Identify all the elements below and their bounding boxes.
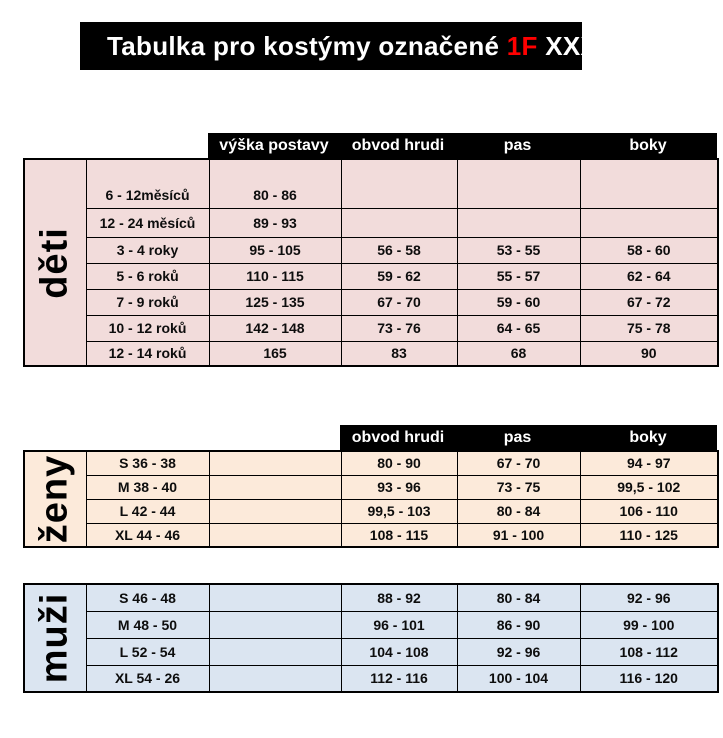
- table-row: [24, 289, 718, 315]
- cell-height: 95 - 105: [209, 237, 341, 263]
- group-label-men-cell: [24, 584, 86, 692]
- cell-hips: 62 - 64: [580, 263, 718, 289]
- cell-hips: 110 - 125: [580, 523, 718, 547]
- cell-size: XL 44 - 46: [86, 523, 209, 547]
- cell-height: [209, 475, 341, 499]
- cell-waist: 68: [457, 341, 580, 366]
- cell-height: [209, 584, 341, 611]
- table-row: [24, 665, 718, 692]
- vertical-group-label: ženy: [33, 454, 76, 544]
- table-row: [24, 523, 718, 547]
- cell-chest: 108 - 115: [341, 523, 457, 547]
- cell-waist: 53 - 55: [457, 237, 580, 263]
- cell-hips: [580, 159, 718, 208]
- children-size-table: [23, 158, 719, 367]
- cell-chest: 83: [341, 341, 457, 366]
- title-text: Tabulka pro kostýmy označené: [107, 30, 507, 61]
- cell-chest: [341, 159, 457, 208]
- cell-height: 110 - 115: [209, 263, 341, 289]
- table-row: [24, 475, 718, 499]
- cell-waist: 64 - 65: [457, 315, 580, 341]
- cell-waist: 86 - 90: [457, 611, 580, 638]
- table-row: [24, 263, 718, 289]
- cell-chest: 80 - 90: [341, 451, 457, 475]
- cell-age: 12 - 14 roků: [86, 341, 209, 366]
- vertical-group-label: muži: [33, 592, 76, 684]
- cell-size: L 42 - 44: [86, 499, 209, 523]
- column-header-waist: pas: [503, 136, 532, 154]
- cell-height: 89 - 93: [209, 208, 341, 237]
- cell-hips: 90: [580, 341, 718, 366]
- cell-hips: 75 - 78: [580, 315, 718, 341]
- column-header-hips: boky: [629, 428, 667, 446]
- cell-height: [209, 611, 341, 638]
- cell-waist: 55 - 57: [457, 263, 580, 289]
- column-header-hips: boky: [629, 136, 667, 154]
- cell-height: 165: [209, 341, 341, 366]
- cell-size: M 38 - 40: [86, 475, 209, 499]
- cell-hips: 99 - 100: [580, 611, 718, 638]
- cell-waist: 73 - 75: [457, 475, 580, 499]
- cell-age: 3 - 4 roky: [86, 237, 209, 263]
- table-row: [24, 315, 718, 341]
- column-header-height: výška postavy: [219, 136, 329, 154]
- cell-age: 5 - 6 roků: [86, 263, 209, 289]
- cell-hips: 99,5 - 102: [580, 475, 718, 499]
- cell-height: 142 - 148: [209, 315, 341, 341]
- cell-waist: 80 - 84: [457, 499, 580, 523]
- cell-height: [209, 499, 341, 523]
- column-header-chest: obvod hrudi: [351, 428, 445, 446]
- cell-waist: 67 - 70: [457, 451, 580, 475]
- cell-chest: [341, 208, 457, 237]
- cell-height: [209, 665, 341, 692]
- column-header-chest: obvod hrudi: [351, 136, 445, 154]
- cell-hips: 106 - 110: [580, 499, 718, 523]
- table-row: [24, 208, 718, 237]
- cell-height: [209, 451, 341, 475]
- title-bar: [80, 22, 634, 70]
- children-column-header: [208, 133, 717, 158]
- cell-size: S 36 - 38: [86, 451, 209, 475]
- cell-chest: 96 - 101: [341, 611, 457, 638]
- cell-height: [209, 523, 341, 547]
- column-header-waist: pas: [503, 428, 532, 446]
- size-code-highlight: 1F: [506, 30, 538, 61]
- cell-hips: 92 - 96: [580, 584, 718, 611]
- cell-height: 80 - 86: [209, 159, 341, 208]
- table-row: [24, 584, 718, 611]
- cell-waist: 80 - 84: [457, 584, 580, 611]
- cell-hips: 94 - 97: [580, 451, 718, 475]
- table-row: [24, 159, 718, 208]
- table-row: [24, 499, 718, 523]
- title-text-suffix: XXXXX: [537, 30, 634, 61]
- group-label-children-cell: [24, 159, 86, 366]
- cell-waist: 92 - 96: [457, 638, 580, 665]
- cell-height: [209, 638, 341, 665]
- table-row: [24, 237, 718, 263]
- cell-hips: 108 - 112: [580, 638, 718, 665]
- cell-age: 12 - 24 měsíců: [86, 208, 209, 237]
- cell-chest: 56 - 58: [341, 237, 457, 263]
- men-size-table: [23, 583, 719, 693]
- table-row: [24, 341, 718, 366]
- cell-waist: 100 - 104: [457, 665, 580, 692]
- cell-age: 6 - 12měsíců: [86, 159, 209, 208]
- cell-age: 7 - 9 roků: [86, 289, 209, 315]
- cell-chest: 88 - 92: [341, 584, 457, 611]
- women-size-table: [23, 450, 719, 548]
- cell-hips: 58 - 60: [580, 237, 718, 263]
- cell-chest: 104 - 108: [341, 638, 457, 665]
- cell-chest: 93 - 96: [341, 475, 457, 499]
- cell-waist: 59 - 60: [457, 289, 580, 315]
- vertical-group-label: děti: [33, 226, 76, 299]
- cell-waist: 91 - 100: [457, 523, 580, 547]
- cell-age: 10 - 12 roků: [86, 315, 209, 341]
- cell-chest: 67 - 70: [341, 289, 457, 315]
- cell-chest: 73 - 76: [341, 315, 457, 341]
- cell-hips: 67 - 72: [580, 289, 718, 315]
- table-row: [24, 638, 718, 665]
- group-label-women-cell: [24, 451, 86, 547]
- cell-chest: 99,5 - 103: [341, 499, 457, 523]
- cell-chest: 59 - 62: [341, 263, 457, 289]
- cell-size: S 46 - 48: [86, 584, 209, 611]
- women-column-header: [340, 425, 717, 450]
- table-row: [24, 611, 718, 638]
- cell-size: L 52 - 54: [86, 638, 209, 665]
- cell-hips: 116 - 120: [580, 665, 718, 692]
- cell-chest: 112 - 116: [341, 665, 457, 692]
- cell-hips: [580, 208, 718, 237]
- cell-height: 125 - 135: [209, 289, 341, 315]
- cell-size: XL 54 - 26: [86, 665, 209, 692]
- cell-waist: [457, 159, 580, 208]
- cell-size: M 48 - 50: [86, 611, 209, 638]
- table-row: [24, 451, 718, 475]
- cell-waist: [457, 208, 580, 237]
